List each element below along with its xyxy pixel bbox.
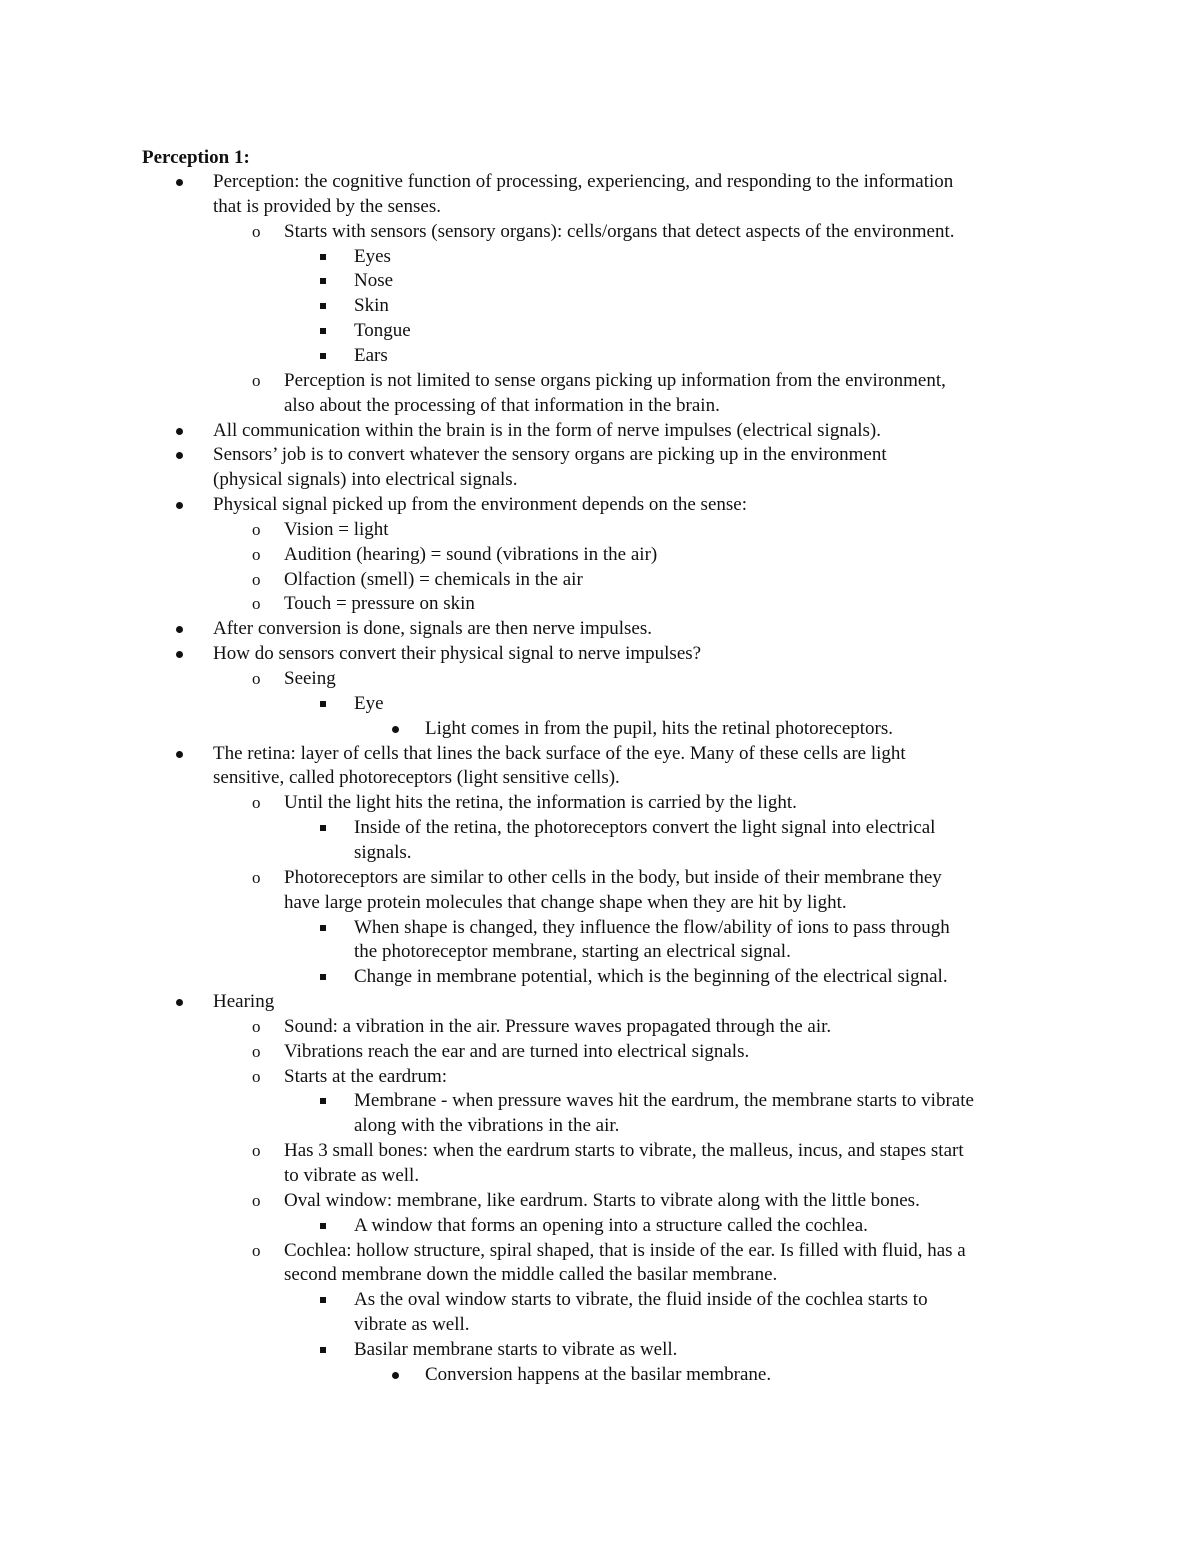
list-item: How do sensors convert their physical signal to nerve impulses? (213, 643, 702, 665)
circle-bullet-icon (252, 866, 264, 890)
list-item: When shape is changed, they influence the flow/ability of ions to pass through (354, 916, 950, 938)
square-bullet-icon (320, 269, 332, 293)
square-bullet-icon (320, 965, 332, 989)
circle-bullet-icon (252, 1189, 264, 1213)
list-item: As the oval window starts to vibrate, the fluid inside of the cochlea starts to (354, 1289, 928, 1311)
list-item: Starts with sensors (sensory organs): cells/organs that detect aspects of the environment. (284, 220, 955, 242)
list-item: Ears (354, 344, 388, 366)
square-bullet-icon (320, 916, 332, 940)
list-item: have large protein molecules that change shape when they are hit by light. (284, 891, 847, 913)
list-item: Membrane - when pressure waves hit the eardrum, the membrane starts to vibrate (354, 1090, 974, 1112)
list-item: Conversion happens at the basilar membrane. (425, 1363, 772, 1385)
list-item: After conversion is done, signals are then nerve impulses. (213, 618, 652, 640)
list-item: Skin (354, 295, 389, 317)
list-item: Cochlea: hollow structure, spiral shaped, that is inside of the ear. Is filled with fluid, has a (284, 1239, 966, 1261)
dot-bullet-icon (392, 717, 404, 741)
list-item: Nose (354, 270, 394, 292)
square-bullet-icon (320, 294, 332, 318)
list-item: Sound: a vibration in the air. Pressure waves propagated through the air. (284, 1015, 832, 1037)
square-bullet-icon (320, 1338, 332, 1362)
list-item: second membrane down the middle called the basilar membrane. (284, 1264, 778, 1286)
list-item: Inside of the retina, the photoreceptors convert the light signal into electrical (354, 817, 936, 839)
circle-bullet-icon (252, 1239, 264, 1263)
list-item: Light comes in from the pupil, hits the retinal photoreceptors. (425, 717, 894, 739)
list-item: Physical signal picked up from the environment depends on the sense: (213, 494, 747, 516)
dot-bullet-icon (176, 419, 188, 443)
list-item: that is provided by the senses. (213, 195, 441, 217)
circle-bullet-icon (252, 592, 264, 616)
list-item: Until the light hits the retina, the information is carried by the light. (284, 792, 797, 814)
circle-bullet-icon (252, 1065, 264, 1089)
list-item: Perception: the cognitive function of processing, experiencing, and responding to the information (213, 171, 954, 192)
list-item: Has 3 small bones: when the eardrum starts to vibrate, the malleus, incus, and stapes start (284, 1140, 964, 1162)
square-bullet-icon (320, 692, 332, 716)
circle-bullet-icon (252, 1040, 264, 1064)
square-bullet-icon (320, 1288, 332, 1312)
list-item: Seeing (284, 668, 336, 689)
list-item: Starts at the eardrum: (284, 1065, 448, 1087)
list-item: Audition (hearing) = sound (vibrations in the air) (284, 543, 658, 565)
list-item: Tongue (354, 320, 411, 342)
list-item: to vibrate as well. (284, 1165, 420, 1186)
list-item: Basilar membrane starts to vibrate as well. (354, 1338, 678, 1360)
list-item: signals. (354, 841, 412, 863)
circle-bullet-icon (252, 791, 264, 815)
list-item: Eyes (354, 245, 391, 267)
square-bullet-icon (320, 1089, 332, 1113)
dot-bullet-icon (176, 443, 188, 467)
list-item: Vibrations reach the ear and are turned into electrical signals. (284, 1040, 750, 1062)
circle-bullet-icon (252, 1015, 264, 1039)
list-item: Sensors’ job is to convert whatever the sensory organs are picking up in the environment (213, 444, 887, 466)
circle-bullet-icon (252, 667, 264, 691)
list-item: All communication within the brain is in the form of nerve impulses (electrical signals). (213, 419, 881, 441)
circle-bullet-icon (252, 518, 264, 542)
dot-bullet-icon (176, 493, 188, 517)
list-item: The retina: layer of cells that lines the back surface of the eye. Many of these cells are light (213, 742, 906, 764)
circle-bullet-icon (252, 543, 264, 567)
list-item: Oval window: membrane, like eardrum. Starts to vibrate along with the little bones. (284, 1189, 920, 1211)
square-bullet-icon (320, 319, 332, 343)
list-item: Perception is not limited to sense organs picking up information from the environment, (284, 369, 946, 391)
dot-bullet-icon (176, 742, 188, 766)
square-bullet-icon (320, 245, 332, 269)
list-item: Eye (354, 692, 384, 714)
list-item: Hearing (213, 991, 275, 1013)
square-bullet-icon (320, 1214, 332, 1238)
circle-bullet-icon (252, 1139, 264, 1163)
list-item: vibrate as well. (354, 1314, 470, 1336)
list-item: (physical signals) into electrical signals. (213, 469, 518, 491)
list-item: Touch = pressure on skin (284, 593, 475, 615)
list-item: Olfaction (smell) = chemicals in the air (284, 568, 583, 590)
circle-bullet-icon (252, 220, 264, 244)
list-item: the photoreceptor membrane, starting an electrical signal. (354, 941, 791, 963)
square-bullet-icon (320, 816, 332, 840)
circle-bullet-icon (252, 369, 264, 393)
page-title: Perception 1: (142, 147, 250, 168)
dot-bullet-icon (176, 642, 188, 666)
square-bullet-icon (320, 344, 332, 368)
dot-bullet-icon (176, 990, 188, 1014)
list-item: Vision = light (284, 518, 389, 540)
list-item: Photoreceptors are similar to other cells in the body, but inside of their membrane they (284, 866, 942, 888)
list-item: A window that forms an opening into a structure called the cochlea. (354, 1214, 868, 1236)
dot-bullet-icon (176, 170, 188, 194)
list-item: along with the vibrations in the air. (354, 1115, 620, 1137)
circle-bullet-icon (252, 568, 264, 592)
list-item: also about the processing of that information in the brain. (284, 394, 720, 416)
dot-bullet-icon (392, 1363, 404, 1387)
list-item: Change in membrane potential, which is the beginning of the electrical signal. (354, 966, 948, 988)
dot-bullet-icon (176, 617, 188, 641)
list-item: sensitive, called photoreceptors (light sensitive cells). (213, 767, 620, 789)
